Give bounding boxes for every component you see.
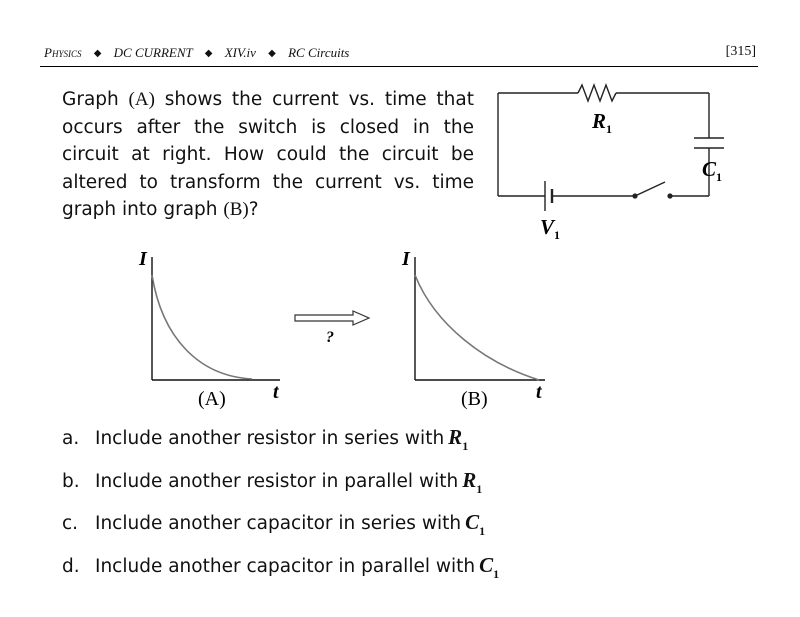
choice-variable: C <box>465 510 480 534</box>
graph-a-x-axis-label: t <box>273 381 279 403</box>
graph-b <box>393 245 563 415</box>
graph-a-caption: (A) <box>198 388 226 410</box>
breadcrumb <box>44 45 349 61</box>
choice-subscript: 1 <box>462 439 469 453</box>
graph-a-decay-curve <box>152 275 252 379</box>
header-separator-diamond: ◆ <box>204 48 213 59</box>
arrow-question-mark: ? <box>326 329 334 346</box>
choice-subscript: 1 <box>479 524 486 538</box>
header-separator-diamond: ◆ <box>93 48 102 59</box>
answer-choice-c[interactable] <box>62 509 499 552</box>
capacitor-label: $C_1$ <box>702 157 723 184</box>
question-part-2: shows the current vs. time that occurs after the switch is closed in the circuit at right. How could the circuit be altered to transform the current vs. time graph into graph <box>62 89 474 220</box>
question-part-1: Graph <box>62 89 129 110</box>
choice-variable: C <box>479 552 494 577</box>
graph-b-reference: (B) <box>223 199 249 220</box>
transform-arrow <box>293 308 375 348</box>
graph-a <box>130 245 290 415</box>
question-text <box>62 86 474 224</box>
page-header <box>40 42 758 67</box>
graph-b-y-axis-label: I <box>402 248 410 270</box>
choice-text: Include another resistor in parallel with <box>95 470 459 492</box>
choice-subscript: 1 <box>493 566 500 581</box>
graph-b-caption: (B) <box>461 388 488 410</box>
graph-a-y-axis-label: I <box>139 248 147 270</box>
header-separator-diamond: ◆ <box>268 48 276 59</box>
switch-blade <box>635 182 665 196</box>
choice-variable: R <box>448 425 463 449</box>
header-subject: Physics <box>44 45 82 60</box>
choice-text: Include another capacitor in series with <box>95 513 462 534</box>
answer-choices <box>62 424 499 594</box>
choice-variable: R <box>462 467 477 492</box>
answer-choice-a[interactable] <box>62 424 499 467</box>
question-part-3: ? <box>248 199 259 220</box>
choice-letter: a. <box>62 428 80 449</box>
choice-letter: c. <box>62 513 79 534</box>
header-subtopic: RC Circuits <box>288 45 350 60</box>
graph-b-decay-curve <box>415 275 539 380</box>
answer-choice-b[interactable] <box>62 467 499 510</box>
header-topic: DC CURRENT <box>113 45 193 60</box>
graph-a-reference: (A) <box>128 89 155 110</box>
choice-letter: d. <box>62 555 80 577</box>
choice-subscript: 1 <box>476 481 483 496</box>
switch-contact-left <box>632 193 637 198</box>
battery-label: $V_1$ <box>540 215 561 242</box>
hollow-arrow-icon <box>295 311 369 325</box>
answer-choice-d[interactable] <box>62 552 499 595</box>
resistor-label: $R_1$ <box>592 109 613 136</box>
rc-circuit-diagram <box>490 76 730 246</box>
switch-contact-right <box>667 193 672 198</box>
choice-text: Include another capacitor in parallel with <box>95 555 476 577</box>
page-number: [315] <box>725 44 756 59</box>
header-section: XIV.iv <box>224 45 256 60</box>
resistor-zigzag <box>578 85 616 101</box>
choice-text: Include another resistor in series with <box>95 428 445 449</box>
choice-letter: b. <box>62 470 80 492</box>
graph-b-x-axis-label: t <box>536 381 542 403</box>
